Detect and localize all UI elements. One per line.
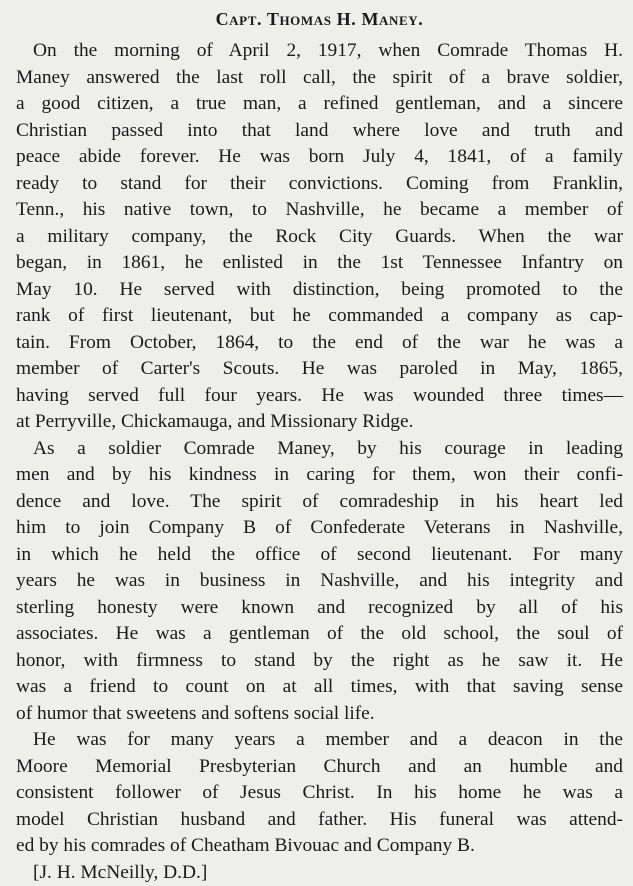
text-line: of humor that sweetens and softens social life.: [16, 701, 623, 728]
text-line: He was for many years a member and a deacon in the: [16, 727, 623, 754]
text-line: ed by his comrades of Cheatham Bivouac and Company B.: [16, 833, 623, 860]
text-line: a military company, the Rock City Guards. When the war: [16, 224, 623, 251]
text-line: associates. He was a gentleman of the old school, the soul of: [16, 621, 623, 648]
author-signature: [J. H. McNeilly, D.D.]: [16, 860, 623, 886]
text-line: As a soldier Comrade Maney, by his courage in leading: [16, 436, 623, 463]
paragraph-1: [16, 38, 623, 436]
text-line: in which he held the office of second lieutenant. For many: [16, 542, 623, 569]
text-line: Christian passed into that land where love and truth and: [16, 118, 623, 145]
text-line: Maney answered the last roll call, the spirit of a brave soldier,: [16, 65, 623, 92]
paragraph-3: [16, 727, 623, 860]
text-line: Moore Memorial Presbyterian Church and an humble and: [16, 754, 623, 781]
text-line: tain. From October, 1864, to the end of the war he was a: [16, 330, 623, 357]
text-line: years he was in business in Nashville, and his integrity and: [16, 568, 623, 595]
article-title: [16, 6, 623, 32]
article-title-text: Capt. Thomas H. Maney.: [216, 9, 424, 29]
article-body: [16, 38, 623, 860]
text-line: him to join Company B of Confederate Veterans in Nashville,: [16, 515, 623, 542]
text-line: Tenn., his native town, to Nashville, he became a member of: [16, 197, 623, 224]
text-line: rank of first lieutenant, but he commanded a company as cap-: [16, 303, 623, 330]
text-line: a good citizen, a true man, a refined gentleman, and a sincere: [16, 91, 623, 118]
text-line: dence and love. The spirit of comradeship in his heart led: [16, 489, 623, 516]
text-line: having served full four years. He was wounded three times—: [16, 383, 623, 410]
text-line: men and by his kindness in caring for them, won their confi-: [16, 462, 623, 489]
text-line: On the morning of April 2, 1917, when Comrade Thomas H.: [16, 38, 623, 65]
obituary-page: [16, 6, 623, 886]
text-line: honor, with firmness to stand by the right as he saw it. He: [16, 648, 623, 675]
text-line: was a friend to count on at all times, with that saving sense: [16, 674, 623, 701]
text-line: ready to stand for their convictions. Coming from Franklin,: [16, 171, 623, 198]
paragraph-2: [16, 436, 623, 728]
text-line: consistent follower of Jesus Christ. In his home he was a: [16, 780, 623, 807]
text-line: sterling honesty were known and recognized by all of his: [16, 595, 623, 622]
text-line: peace abide forever. He was born July 4, 1841, of a family: [16, 144, 623, 171]
text-line: May 10. He served with distinction, being promoted to the: [16, 277, 623, 304]
text-line: model Christian husband and father. His funeral was attend-: [16, 807, 623, 834]
text-line: began, in 1861, he enlisted in the 1st Tennessee Infantry on: [16, 250, 623, 277]
text-line: member of Carter's Scouts. He was paroled in May, 1865,: [16, 356, 623, 383]
text-line: at Perryville, Chickamauga, and Missionary Ridge.: [16, 409, 623, 436]
